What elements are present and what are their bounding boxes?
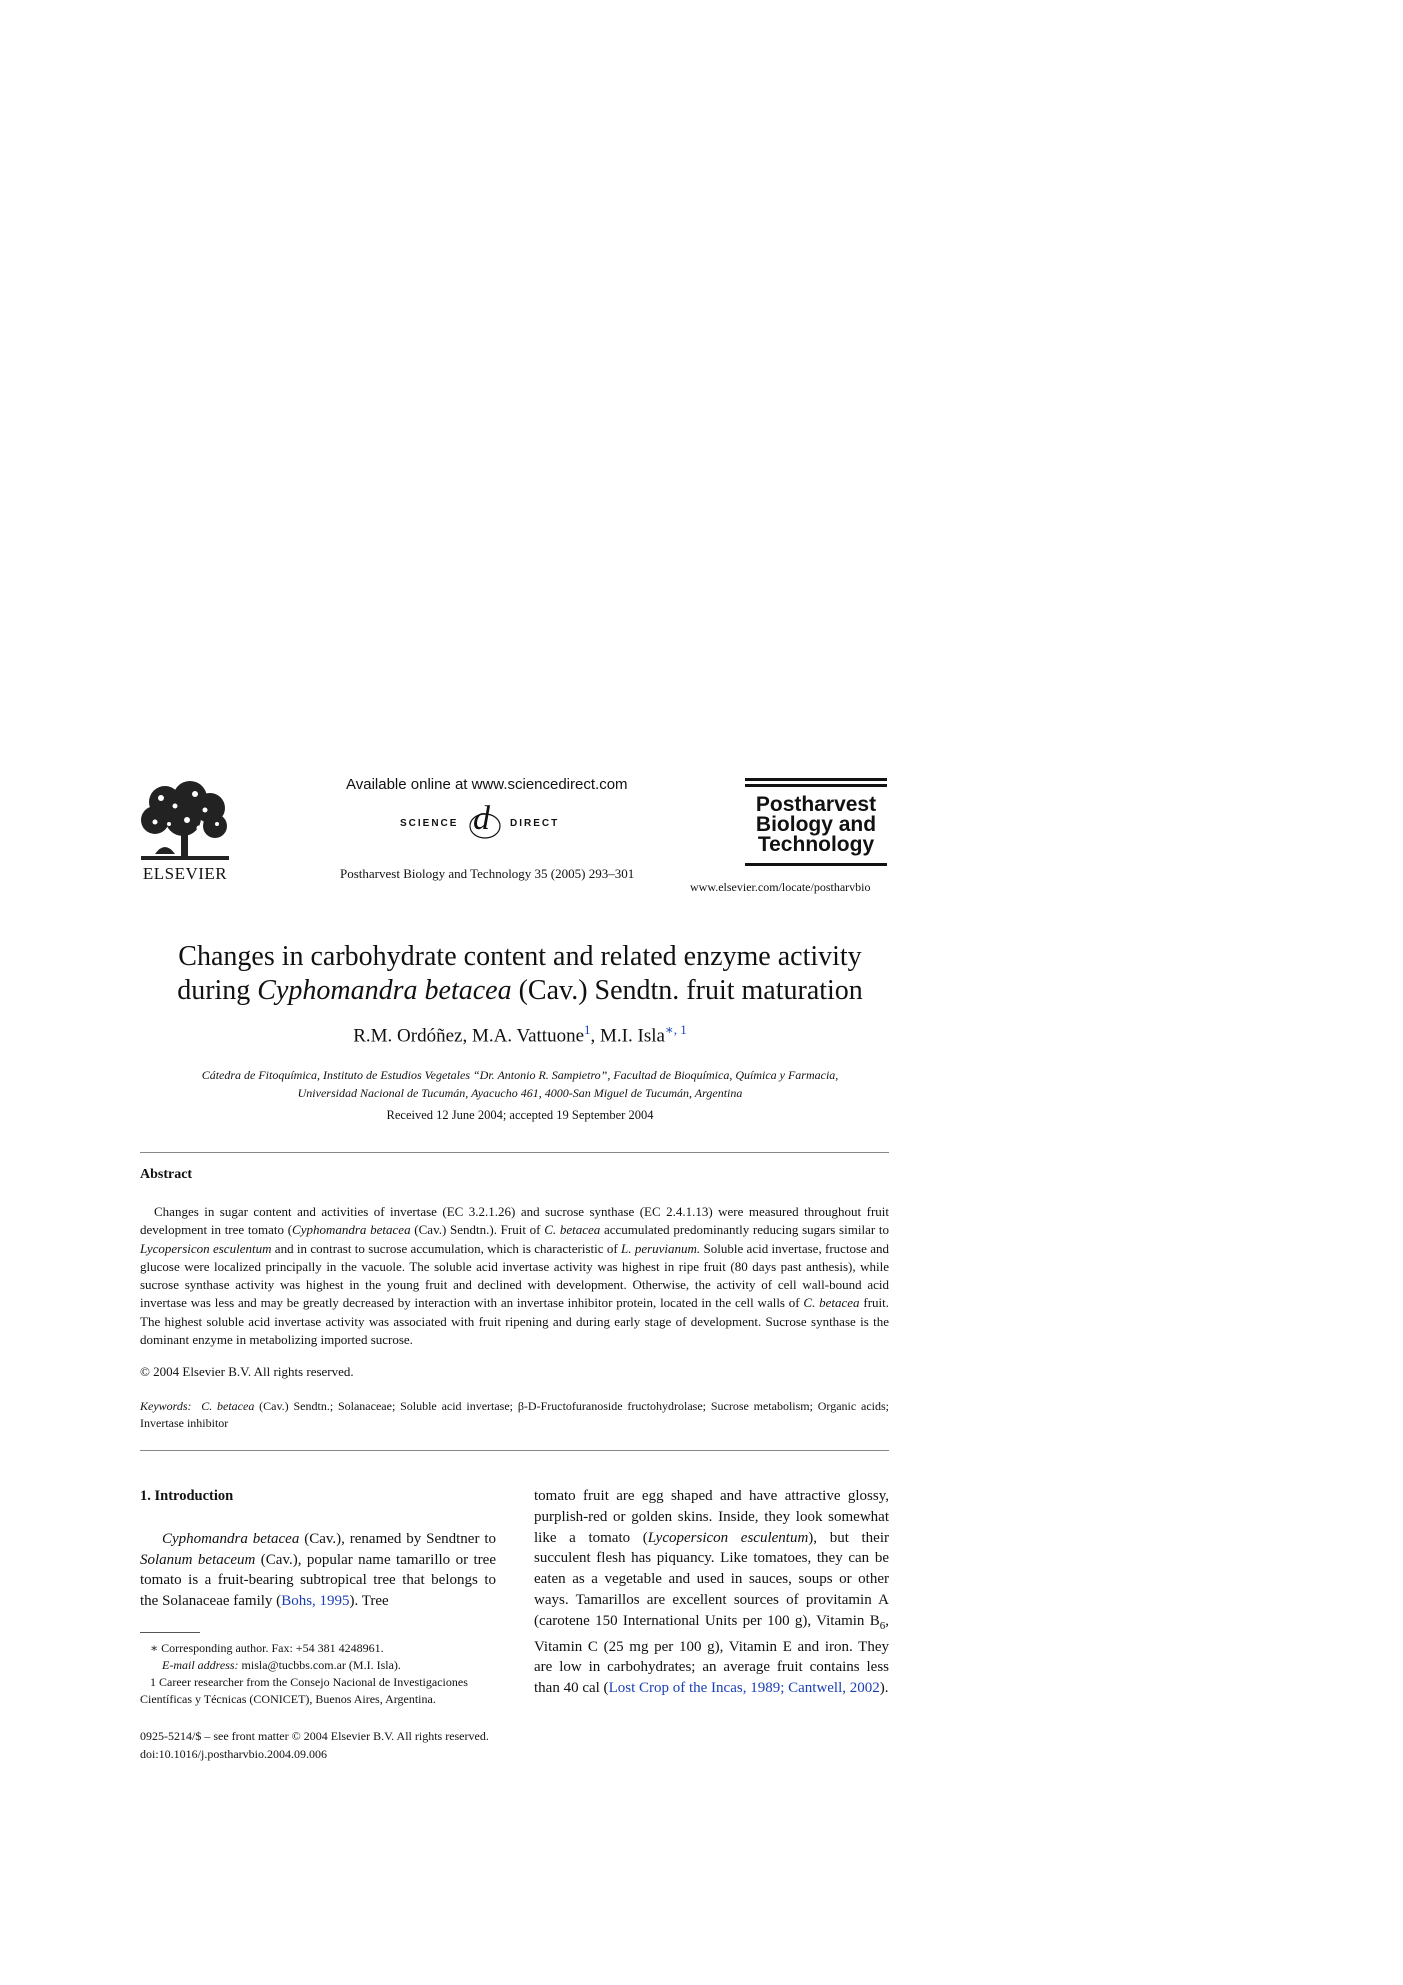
footnote-text: Corresponding author. Fax: +54 381 4248961. bbox=[158, 1641, 384, 1655]
footnote bbox=[140, 1657, 500, 1674]
left-column bbox=[140, 1486, 496, 1612]
species-name: Lycopersicon esculentum bbox=[647, 1529, 809, 1546]
sd-left-word: SCIENCE bbox=[400, 818, 459, 829]
footnote-rule bbox=[140, 1632, 200, 1633]
abstract-text: fruit. The highest soluble acid invertase activity was associated with fruit ripening and during early stage of development. Sucrose synthase is the dominant enzyme in metabolizing imported sucrose. bbox=[140, 1295, 889, 1348]
available-online-text: Available online at www.sciencedirect.com bbox=[346, 776, 628, 793]
affiliation bbox=[140, 1066, 900, 1102]
sd-right-word: DIRECT bbox=[510, 818, 560, 829]
species-name: Cyphomandra betacea bbox=[162, 1530, 300, 1547]
abstract-heading: Abstract bbox=[140, 1167, 193, 1182]
abstract-text: Soluble acid invertase, fructose and glucose were localized principally in the vacuole. The soluble acid invertase activity was highest in ripe fruit (80 days past anthesis), while sucrose synthase activity was highest in the young fruit and declined with development. Otherwise, the activity of cell wall-bound acid invertase was less and may be greatly decreased by interaction with an invertase inhibitor protein, located in the cell walls of bbox=[140, 1240, 889, 1311]
author-separator: , bbox=[590, 1025, 601, 1047]
title-species: Cyphomandra betacea bbox=[257, 975, 512, 1006]
affiliation-line: Universidad Nacional de Tucumán, Ayacucho 461, 4000-San Miguel de Tucumán, Argentina bbox=[297, 1086, 743, 1100]
body-text: ). Tree bbox=[349, 1593, 389, 1610]
footnote bbox=[140, 1640, 500, 1657]
issn-line: 0925-5214/$ – see front matter © 2004 Elsevier B.V. All rights reserved. bbox=[140, 1729, 489, 1743]
received-dates: Received 12 June 2004; accepted 19 September 2004 bbox=[386, 1108, 654, 1122]
body-text: ), but their succulent flesh has piquancy. Like tomatoes, they can be eaten as a vegetable and used in sauces, soups or other ways. Tamarillos are excellent sources of provitamin A (carotene 150 International Units per 100 g), Vitamin B bbox=[534, 1529, 890, 1629]
journal-logo-line: Technology bbox=[757, 833, 875, 856]
footnote bbox=[140, 1674, 500, 1708]
author-list bbox=[140, 1022, 900, 1047]
author-isla: M.I. Isla bbox=[600, 1025, 665, 1047]
right-column bbox=[534, 1486, 889, 1699]
publisher-name: ELSEVIER bbox=[142, 864, 228, 883]
logo-rule bbox=[745, 778, 887, 781]
author-ordonez: R.M. Ordóñez, bbox=[353, 1025, 472, 1047]
sd-mark: d bbox=[473, 800, 490, 837]
intro-paragraph bbox=[140, 1529, 496, 1612]
journal-logo bbox=[745, 778, 887, 869]
logo-rule bbox=[745, 863, 887, 866]
affiliation-footnote-link[interactable]: 1 bbox=[584, 1022, 591, 1037]
corresponding-footnote-link[interactable]: ∗, 1 bbox=[664, 1022, 687, 1037]
body-text: tomato fruit are egg shaped and have attractive glossy, purplish-red or golden skins. Inside, they look somewhat like a tomato ( bbox=[534, 1488, 889, 1546]
abstract-species: C. betacea bbox=[803, 1295, 860, 1311]
journal-url: www.elsevier.com/locate/postharvbio bbox=[690, 880, 871, 894]
journal-logo-line: Biology and bbox=[755, 813, 877, 836]
abstract-species: C. betacea bbox=[544, 1222, 601, 1238]
subscript: 6 bbox=[879, 1619, 886, 1632]
intro-paragraph-continued bbox=[534, 1486, 889, 1699]
divider bbox=[140, 1450, 889, 1451]
abstract-species: Cyphomandra betacea bbox=[292, 1222, 411, 1238]
journal-logo-title bbox=[745, 795, 887, 855]
abstract-species: Lycopersicon esculentum bbox=[140, 1240, 272, 1256]
section-heading: 1. Introduction bbox=[140, 1488, 234, 1504]
citation-link[interactable]: Bohs, 1995 bbox=[281, 1593, 350, 1610]
front-matter bbox=[140, 1727, 489, 1763]
logo-rule bbox=[745, 784, 887, 787]
keyword-species: C. betacea bbox=[201, 1399, 255, 1413]
divider bbox=[140, 1152, 889, 1153]
doi-line: doi:10.1016/j.postharvbio.2004.09.006 bbox=[140, 1747, 327, 1761]
footnote-text: Career researcher from the Consejo Nacional de Investigaciones Científicas y Técnicas (CONICET), Buenos Aires, Argentina. bbox=[140, 1675, 468, 1706]
journal-citation: Postharvest Biology and Technology 35 (2005) 293–301 bbox=[340, 866, 635, 881]
body-text: ). bbox=[879, 1680, 889, 1697]
footnote-label: E-mail address: bbox=[162, 1658, 239, 1672]
body-text: , Vitamin C (25 mg per 100 g), Vitamin E and iron. They are low in carbohydrates; an average fruit contains less than 40 cal ( bbox=[534, 1612, 889, 1697]
sd-swirl-icon bbox=[468, 806, 502, 842]
footnote-mark: 1 bbox=[150, 1675, 156, 1689]
copyright: © 2004 Elsevier B.V. All rights reserved. bbox=[140, 1364, 354, 1379]
footnotes bbox=[140, 1640, 500, 1708]
body-text: (Cav.), popular name tamarillo or tree tomato is a fruit-bearing subtropical tree that belongs to the Solanaceae family ( bbox=[140, 1551, 496, 1610]
keywords-label: Keywords: bbox=[140, 1399, 192, 1413]
abstract-body bbox=[140, 1203, 889, 1349]
author-vattuone: M.A. Vattuone bbox=[471, 1025, 585, 1047]
footnote-text: misla@tucbbs.com.ar (M.I. Isla). bbox=[238, 1658, 401, 1672]
keywords-list: (Cav.) Sendtn.; Solanaceae; Soluble acid invertase; β-D-Fructofuranoside fructohydrolase; Sucrose metabolism; Organic acids; Invertase inhibitor bbox=[140, 1399, 889, 1430]
abstract-paragraph bbox=[140, 1203, 889, 1349]
body-text: (Cav.), renamed by Sendtner to bbox=[299, 1530, 496, 1547]
species-name: Solanum betaceum bbox=[140, 1551, 256, 1568]
title-text: (Cav.) Sendtn. fruit maturation bbox=[511, 975, 863, 1006]
title-text: during bbox=[177, 975, 258, 1006]
title-line-1: Changes in carbohydrate content and related enzyme activity bbox=[178, 941, 862, 972]
abstract-text: accumulated predominantly reducing sugars similar to bbox=[600, 1222, 889, 1238]
article-title bbox=[140, 940, 900, 1008]
abstract-species: L. peruvianum. bbox=[621, 1240, 701, 1256]
footnote-mark: ∗ bbox=[150, 1641, 159, 1655]
sciencedirect-logo bbox=[400, 802, 590, 846]
title-line-2 bbox=[140, 974, 900, 1008]
affiliation-line: Cátedra de Fitoquímica, Instituto de Estudios Vegetales “Dr. Antonio R. Sampietro”, Facultad de Bioquímica, Química y Farmacia, bbox=[201, 1068, 839, 1082]
keywords bbox=[140, 1398, 889, 1432]
citation-link[interactable]: Lost Crop of the Incas, 1989; Cantwell, 2002 bbox=[608, 1680, 880, 1697]
tree-icon bbox=[135, 780, 235, 864]
abstract-text: (Cav.) Sendtn.). Fruit of bbox=[410, 1222, 545, 1238]
abstract-text: and in contrast to sucrose accumulation, which is characteristic of bbox=[271, 1240, 622, 1256]
abstract-text: Changes in sugar content and activities of invertase (EC 3.2.1.26) and sucrose synthase (EC 2.4.1.13) were measured throughout fruit development in tree tomato ( bbox=[140, 1204, 889, 1238]
journal-logo-line: Postharvest bbox=[755, 793, 877, 816]
